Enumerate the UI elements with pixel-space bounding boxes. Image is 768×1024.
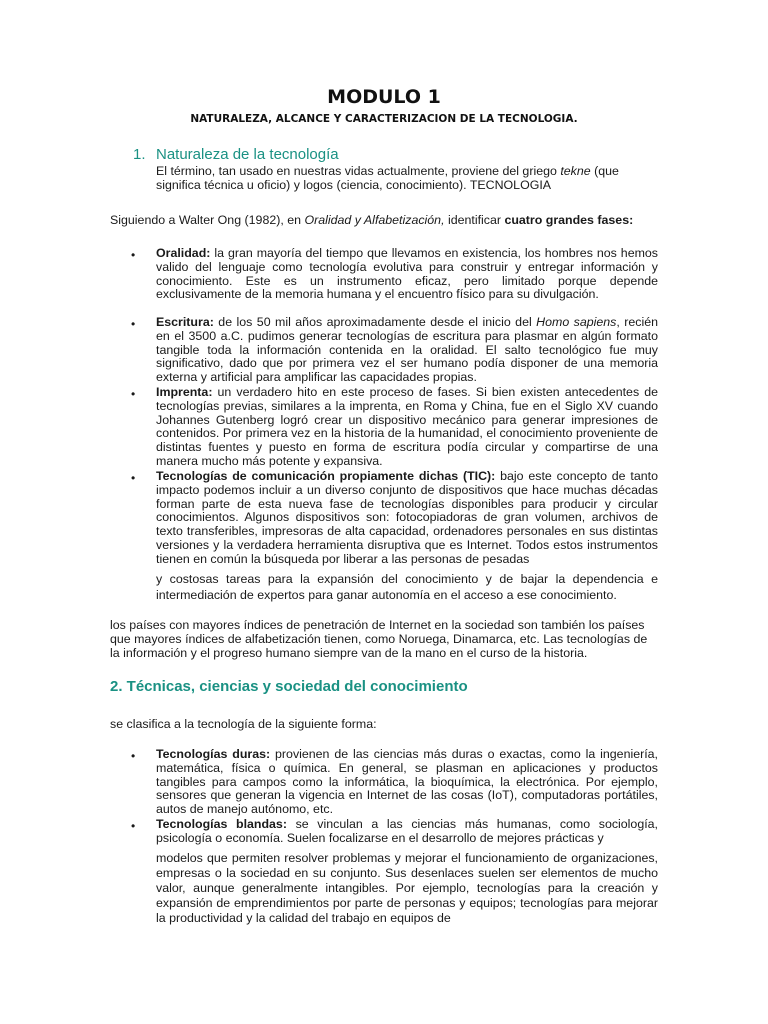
phase-escritura (156, 316, 658, 385)
paises-paragraph: los países con mayores índices de penetración de Internet en la sociedad son también los países que mayores índices de alfabetización tienen, como Noruega, Dinamarca, etc. Las tecnologías de la información y el progreso humano siempre van de la mano en el curso de la historia. (110, 618, 648, 660)
phase-text: un verdadero hito en este proceso de fases. Si bien existen antecedentes de tecnologías previas, similares a la imprenta, en Roma y China, fue en el Siglo XV cuando Johannes Gutenberg logró crear un dispositivo mecánico para generar impresiones de contenidos. Por primera vez en la historia de la humanidad, el conocimiento proveniente de distintas fuentes y puesto en forma de escritura podía circular y compartirse de una manera mucho más potente y expansiva. (156, 385, 658, 468)
document-title: MODULO 1 (327, 86, 441, 108)
phase-tic (156, 470, 658, 567)
intro-text-a: El término, tan usado en nuestras vidas actualmente, proviene del griego (156, 164, 561, 178)
ong-bold: cuatro grandes fases: (504, 213, 634, 227)
section-1-title: Naturaleza de la tecnología (156, 146, 339, 163)
intro-text-b: (que significa técnica u oficio) y logos (ciencia, conocimiento). TECNOLOGIA (156, 164, 619, 192)
ong-book-title: Oralidad y Alfabetización, (304, 213, 445, 227)
section-2-intro: se clasifica a la tecnología de la siguiente forma: (110, 717, 377, 731)
intro-tekne: tekne (560, 164, 591, 178)
section-1-heading (133, 146, 339, 163)
ong-paragraph (110, 213, 670, 227)
phase-text: , recién en el 3500 a.C. pudimos generar tecnologías de escritura para plasmar en algún formato tangible toda la información contenida en la oralidad. El salto tecnológico fue muy significativo, dado que por primera vez el ser humano podía disponer de una memoria externa y artificial para amplificar las capacidades propias. (156, 315, 658, 385)
type-label: Tecnologías duras: (156, 747, 271, 761)
type-blandas (156, 818, 658, 846)
bullet: • (131, 387, 136, 401)
phase-text: de los 50 mil años aproximadamente desde el inicio del (213, 315, 537, 329)
phase-text: bajo este concepto de tanto impacto podemos incluir a un diverso conjunto de dispositivos que hace muchas décadas forman parte de esta nueva fase de tecnologías disponibles para producir y circular conocimientos. Algunos dispositivos son: fotocopiadoras de gran volumen, archivos de texto transferibles, impresoras de alta capacidad, ordenadores personales en sus distintas versiones y la verdadera herramienta disruptiva que es Internet. Todos estos instrumentos tienen en común la búsqueda por liberar a las personas de pesadas (156, 469, 658, 566)
phase-tic-continuation: y costosas tareas para la expansión del conocimiento y de bajar la dependencia e intermediación de expertos para ganar autonomía en el acceso a ese conocimiento. (156, 572, 658, 602)
phase-label: Tecnologías de comunicación propiamente dichas (TIC): (156, 469, 496, 483)
bullet: • (131, 248, 136, 262)
ong-text-b: identificar (444, 213, 505, 227)
type-text: provienen de las ciencias más duras o exactas, como la ingeniería, matemática, física o química. En general, se plasman en aplicaciones y productos tangibles para campos como la informática, la bioquímica, la electrónica. Por ejemplo, sensores que generan la vigencia en Internet de las cosas (IoT), computadoras portátiles, autos de manejo autónomo, etc. (156, 747, 659, 817)
type-label: Tecnologías blandas: (156, 817, 287, 831)
phase-label: Escritura: (156, 315, 214, 329)
ong-text-a: Siguiendo a Walter Ong (1982), en (110, 213, 305, 227)
type-text: se vinculan a las ciencias más humanas, como sociología, psicología o economía. Suelen focalizarse en el desarrollo de mejores prácticas y (156, 817, 658, 845)
section-1-number: 1. (133, 146, 146, 163)
bullet: • (131, 471, 136, 485)
bullet: • (131, 749, 136, 763)
phase-label: Oralidad: (156, 246, 211, 260)
phase-species: Homo sapiens (536, 315, 617, 329)
phase-oralidad (156, 247, 658, 302)
phase-label: Imprenta: (156, 385, 213, 399)
bullet: • (131, 819, 136, 833)
phase-imprenta (156, 386, 658, 469)
type-blandas-continuation: modelos que permiten resolver problemas y mejorar el funcionamiento de organizaciones, empresas o la sociedad en su conjunto. Sus desenlaces suelen ser elementos de mucho valor, aunque generalmente intangibles. Por ejemplo, tecnologías para la creación y expansión de emprendimientos por parte de personas y equipos; tecnologías para mejorar la productividad y la calidad del trabajo en equipos de (156, 851, 658, 925)
phase-text: la gran mayoría del tiempo que llevamos en existencia, los hombres nos hemos valido del lenguaje como tecnología evolutiva para construir y entregar información y conocimiento. Este es un instrumento eficaz, pero limitado porque depende exclusivamente de la memoria humana y el encuentro físico para su divulgación. (156, 246, 658, 302)
section-1-intro (156, 164, 656, 192)
document-subtitle: NATURALEZA, ALCANCE Y CARACTERIZACION DE LA TECNOLOGIA. (190, 113, 578, 125)
type-duras (156, 748, 658, 817)
bullet: • (131, 317, 136, 331)
section-2-heading: 2. Técnicas, ciencias y sociedad del conocimiento (110, 678, 468, 695)
